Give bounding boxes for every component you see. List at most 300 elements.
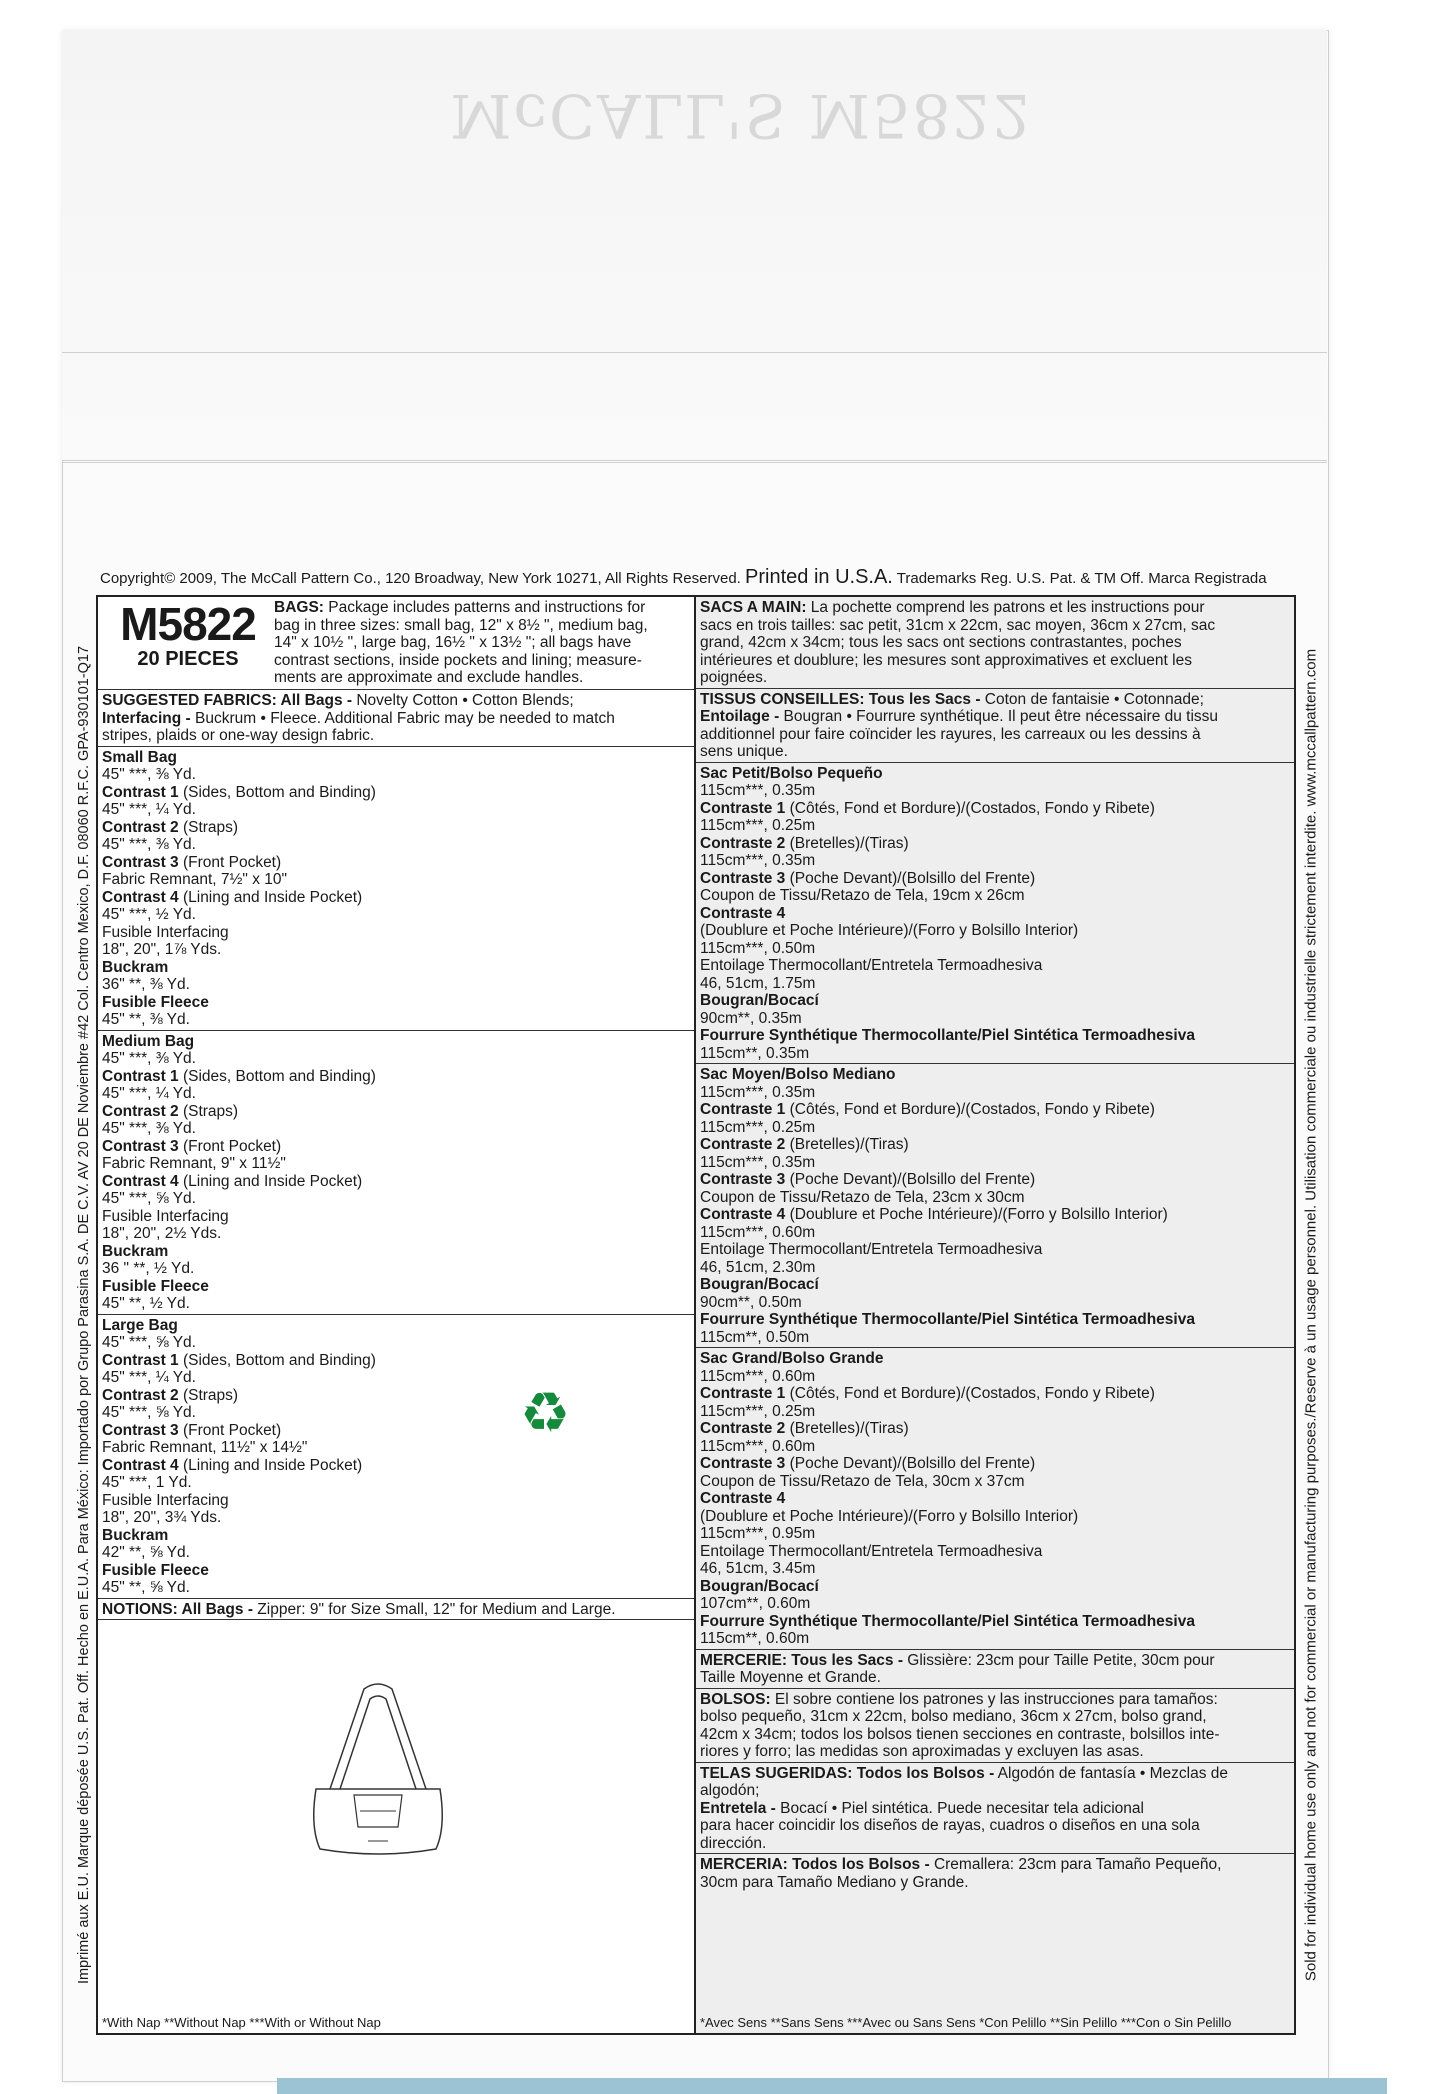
text-line — [700, 1856, 1290, 1874]
line-label: MERCERIE: Tous les Sacs - — [700, 1651, 903, 1669]
show-through-logo: McCALL'S M5822 — [450, 80, 1033, 150]
text-line — [700, 1241, 1290, 1259]
line-text: 45" ***, ⅜ Yd. — [102, 836, 196, 853]
piece-count: 20 PIECES — [137, 648, 239, 670]
line-text: bag in three sizes: small bag, 12" x 8½ ", medium bag, — [274, 616, 648, 634]
line-text: 45" **, ⅝ Yd. — [102, 1579, 190, 1596]
text-line — [700, 835, 1290, 853]
text-line — [700, 870, 1290, 888]
line-text: Coupon de Tissu/Retazo de Tela, 19cm x 26cm — [700, 887, 1025, 904]
line-text: Entoilage Thermocollant/Entretela Termoadhesiva — [700, 957, 1043, 974]
line-text: 45" ***, ⅝ Yd. — [102, 1404, 196, 1421]
line-text: (Poche Devant)/(Bolsillo del Frente) — [785, 1171, 1036, 1188]
line-label: Contrast 1 — [102, 1351, 179, 1369]
line-label: BAGS: — [274, 599, 324, 616]
text-line — [700, 1027, 1290, 1045]
text-line — [700, 1403, 1290, 1421]
text-line — [700, 1259, 1290, 1277]
text-line — [700, 1294, 1290, 1312]
line-text: 18", 20", 3¾ Yds. — [102, 1509, 222, 1526]
text-line — [102, 1085, 690, 1103]
line-label: Contraste 1 — [700, 1385, 786, 1402]
copyright-line — [100, 566, 1305, 589]
large-bag-yardage — [98, 1315, 694, 1599]
line-text: (Front Pocket) — [178, 1421, 282, 1439]
line-label: Sac Grand/Bolso Grande — [700, 1350, 884, 1367]
text-line — [700, 617, 1290, 635]
text-line — [700, 1525, 1290, 1543]
tissus-conseilles — [696, 689, 1294, 763]
text-line — [700, 1560, 1290, 1578]
line-label: Fourrure Synthétique Thermocollante/Piel Sintética Termoadhesiva — [700, 1612, 1195, 1630]
line-label: Contrast 2 — [102, 1102, 179, 1120]
line-text: 115cm***, 0.25m — [700, 1118, 816, 1136]
text-line — [102, 1103, 690, 1121]
sacs-description — [696, 597, 1294, 689]
line-label: Contrast 2 — [102, 818, 179, 836]
line-text: 14" x 10½ ", large bag, 16½ " x 13½ "; all bags have — [274, 634, 632, 651]
line-text: 45" ***, ⅜ Yd. — [102, 766, 196, 783]
line-text: Entoilage Thermocollant/Entretela Termoadhesiva — [700, 1542, 1043, 1560]
line-text: (Doublure et Poche Intérieure)/(Forro y Bolsillo Interior) — [700, 1507, 1079, 1525]
line-label: Sac Petit/Bolso Pequeño — [700, 764, 883, 782]
line-text: 18", 20", 2½ Yds. — [102, 1225, 222, 1242]
line-text: Fabric Remnant, 9" x 11½" — [102, 1155, 286, 1172]
text-line — [700, 1066, 1290, 1084]
text-line — [102, 1422, 690, 1440]
line-text: 42cm x 34cm; todos los bolsos tienen secciones en contraste, bolsillos inte- — [700, 1725, 1220, 1743]
text-line — [102, 1225, 690, 1243]
line-text: (Côtés, Fond et Bordure)/(Costados, Fondo y Ribete) — [785, 1385, 1155, 1402]
text-line — [102, 959, 690, 977]
text-line — [700, 1329, 1290, 1347]
text-line — [700, 1350, 1290, 1368]
line-label: Contraste 3 — [700, 1171, 786, 1188]
line-text: 46, 51cm, 2.30m — [700, 1258, 816, 1276]
text-line — [700, 922, 1290, 940]
text-line — [102, 1295, 690, 1313]
line-label: Contraste 1 — [700, 1101, 786, 1118]
line-label: Contraste 2 — [700, 834, 786, 852]
text-line — [274, 634, 690, 652]
line-text: 115cm**, 0.60m — [700, 1630, 810, 1647]
mercerie — [696, 1650, 1294, 1689]
right-edge-notice — [1297, 615, 1325, 2015]
text-line — [102, 1474, 690, 1492]
line-label: Contraste 4 — [700, 1490, 786, 1507]
line-text: (Bretelles)/(Tiras) — [785, 1136, 909, 1153]
line-text: La pochette comprend les patrons et les instructions pour — [806, 599, 1205, 616]
line-label: Contrast 3 — [102, 1421, 179, 1439]
line-text: 115cm**, 0.35m — [700, 1044, 810, 1062]
text-line — [102, 1439, 690, 1457]
fold-line — [62, 352, 1327, 353]
line-label: Contrast 3 — [102, 853, 179, 871]
line-label: Bougran/Bocací — [700, 992, 819, 1009]
line-label: Medium Bag — [102, 1032, 195, 1050]
text-line — [700, 782, 1290, 800]
text-line — [102, 1334, 690, 1352]
text-line — [102, 710, 690, 728]
text-line — [700, 800, 1290, 818]
line-text: Fusible Interfacing — [102, 923, 229, 941]
left-edge-notice — [70, 615, 98, 2015]
line-label: Contraste 3 — [700, 1455, 786, 1472]
line-text: (Doublure et Poche Intérieure)/(Forro y Bolsillo Interior) — [785, 1206, 1168, 1223]
line-text: 46, 51cm, 1.75m — [700, 974, 816, 992]
line-label: Contrast 1 — [102, 1067, 179, 1085]
text-line — [700, 1206, 1290, 1224]
line-label: SACS A MAIN: — [700, 599, 807, 616]
line-text: (Front Pocket) — [178, 1137, 282, 1155]
notions-text: Zipper: 9" for Size Small, 12" for Medium and Large. — [253, 1600, 616, 1618]
line-label: Contraste 2 — [700, 1420, 786, 1437]
line-text: Bocací • Piel sintética. Puede necesitar tela adicional — [775, 1799, 1144, 1817]
line-text: (Sides, Bottom and Binding) — [178, 1067, 376, 1085]
line-text: 115cm***, 0.35m — [700, 1083, 816, 1101]
text-line — [102, 1317, 690, 1335]
line-text: para hacer coincidir los diseños de rayas, cuadros o diseños en una sola — [700, 1817, 1200, 1834]
text-line — [700, 634, 1290, 652]
line-text: Cremallera: 23cm para Tamaño Pequeño, — [929, 1856, 1222, 1873]
text-line — [700, 652, 1290, 670]
line-label: TELAS SUGERIDAS: Todos los Bolsos - — [700, 1764, 995, 1782]
text-line — [700, 691, 1290, 709]
text-line — [102, 906, 690, 924]
sac-grand-yardage — [696, 1348, 1294, 1650]
text-line — [700, 1385, 1290, 1403]
line-text: 90cm**, 0.50m — [700, 1293, 802, 1311]
text-line — [102, 871, 690, 889]
text-line — [700, 1045, 1290, 1063]
text-line — [274, 617, 690, 635]
text-line — [102, 836, 690, 854]
text-line — [700, 1508, 1290, 1526]
text-line — [274, 652, 690, 670]
text-line — [102, 1369, 690, 1387]
line-text: (Poche Devant)/(Bolsillo del Frente) — [785, 869, 1036, 887]
text-line — [102, 1173, 690, 1191]
text-line — [102, 1509, 690, 1527]
line-text: Fabric Remnant, 7½" x 10" — [102, 871, 288, 888]
text-line — [102, 727, 690, 745]
line-label: Contrast 3 — [102, 1137, 179, 1155]
sac-moyen-yardage — [696, 1064, 1294, 1348]
english-footnote: *With Nap **Without Nap ***With or Without Nap — [102, 2015, 381, 2030]
line-label: Contraste 1 — [700, 799, 786, 817]
text-line — [700, 1311, 1290, 1329]
line-text: 36" **, ⅜ Yd. — [102, 976, 190, 993]
text-line — [102, 692, 690, 710]
printed-in: Printed in U.S.A. — [745, 566, 893, 588]
text-line — [700, 887, 1290, 905]
line-text: 45" ***, 1 Yd. — [102, 1474, 192, 1491]
text-line — [700, 1669, 1290, 1687]
line-text: (Straps) — [178, 1386, 239, 1404]
text-line — [700, 1782, 1290, 1800]
line-label: Buckram — [102, 958, 169, 976]
line-label: Contrast 4 — [102, 1172, 179, 1190]
text-line — [700, 1101, 1290, 1119]
text-line — [102, 1544, 690, 1562]
text-line — [700, 1652, 1290, 1670]
text-line — [102, 1243, 690, 1261]
french-spanish-footnote: *Avec Sens **Sans Sens ***Avec ou Sans Sens *Con Pelillo **Sin Pelillo ***Con o Sin Pelillo — [700, 2015, 1232, 2030]
text-line — [700, 708, 1290, 726]
text-line — [700, 1613, 1290, 1631]
line-text: 45" ***, ¼ Yd. — [102, 1369, 196, 1386]
line-label: Fusible Fleece — [102, 1277, 209, 1295]
line-text: 115cm**, 0.50m — [700, 1328, 810, 1346]
text-line — [102, 819, 690, 837]
line-text: Bougran • Fourrure synthétique. Il peut être nécessaire du tissu — [779, 708, 1219, 725]
text-line — [700, 1438, 1290, 1456]
text-line — [700, 1276, 1290, 1294]
line-text: 115cm***, 0.60m — [700, 1437, 816, 1455]
text-line — [102, 994, 690, 1012]
line-text: 45" ***, ⅝ Yd. — [102, 1334, 196, 1351]
line-label: Buckram — [102, 1526, 169, 1544]
text-line — [700, 1726, 1290, 1744]
text-line — [102, 1387, 690, 1405]
line-text: 115cm***, 0.60m — [700, 1367, 816, 1385]
suggested-fabrics — [98, 690, 694, 747]
line-text: stripes, plaids or one-way design fabric. — [102, 727, 375, 744]
text-line — [700, 765, 1290, 783]
line-label: Sac Moyen/Bolso Mediano — [700, 1066, 896, 1083]
sac-petit-yardage — [696, 763, 1294, 1065]
medium-bag-yardage — [98, 1031, 694, 1315]
text-line — [102, 784, 690, 802]
line-text: algodón; — [700, 1782, 760, 1799]
text-line — [700, 1490, 1290, 1508]
line-text: (Sides, Bottom and Binding) — [178, 783, 376, 801]
text-line — [700, 1578, 1290, 1596]
text-line — [102, 1155, 690, 1173]
text-line — [102, 1011, 690, 1029]
line-label: Fourrure Synthétique Thermocollante/Piel Sintética Termoadhesiva — [700, 1311, 1195, 1328]
line-label: Entretela - — [700, 1799, 776, 1817]
text-line — [102, 1457, 690, 1475]
line-text: 45" ***, ¼ Yd. — [102, 801, 196, 818]
line-label: Fusible Fleece — [102, 1561, 209, 1579]
text-line — [700, 1154, 1290, 1172]
line-text: 46, 51cm, 3.45m — [700, 1560, 816, 1577]
line-label: Interfacing - — [102, 709, 191, 727]
line-text: (Poche Devant)/(Bolsillo del Frente) — [785, 1455, 1036, 1472]
line-text: (Bretelles)/(Tiras) — [785, 1420, 909, 1437]
line-text: sacs en trois tailles: sac petit, 31cm x 22cm, sac moyen, 36cm x 27cm, sac — [700, 616, 1216, 634]
text-line — [700, 1765, 1290, 1783]
line-text: (Bretelles)/(Tiras) — [785, 834, 909, 852]
line-text: 115cm***, 0.25m — [700, 817, 816, 834]
line-text: 45" ***, ⅝ Yd. — [102, 1190, 196, 1207]
line-label: Contraste 2 — [700, 1136, 786, 1153]
text-line — [102, 1190, 690, 1208]
line-text: bolso pequeño, 31cm x 22cm, bolso mediano, 36cm x 27cm, bolso grand, — [700, 1708, 1207, 1725]
line-text: Algodón de fantasía • Mezclas de — [994, 1764, 1229, 1782]
line-label: BOLSOS: — [700, 1690, 771, 1708]
bags-description — [274, 599, 690, 688]
text-line — [102, 1579, 690, 1597]
text-line — [700, 1800, 1290, 1818]
line-label: Contrast 1 — [102, 783, 179, 801]
text-line — [700, 1874, 1290, 1892]
line-text: 45" ***, ¼ Yd. — [102, 1085, 196, 1102]
english-column — [98, 597, 696, 2033]
text-line — [102, 1260, 690, 1278]
line-text: Buckrum • Fleece. Additional Fabric may be needed to match — [190, 709, 615, 727]
text-line — [700, 1189, 1290, 1207]
text-line — [700, 957, 1290, 975]
text-line — [700, 1595, 1290, 1613]
line-label: Large Bag — [102, 1316, 178, 1334]
line-text: 115cm***, 0.35m — [700, 852, 816, 869]
tote-bag-illustration — [298, 1677, 458, 1877]
text-line — [700, 1835, 1290, 1853]
text-line — [700, 743, 1290, 761]
text-line — [274, 669, 690, 687]
text-line — [102, 1068, 690, 1086]
line-text: (Doublure et Poche Intérieure)/(Forro y Bolsillo Interior) — [700, 922, 1079, 939]
line-text: El sobre contiene los patrones y las instrucciones para tamaños: — [770, 1690, 1218, 1708]
text-line — [102, 889, 690, 907]
usage-notice: Sold for individual home use only and not for commercial or manufacturing purposes./Reserve à un usage personnel. Utilisation commerciale ou industrielle strictement interdite. www.mccallpattern.com — [1302, 648, 1320, 1982]
line-text: (Côtés, Fond et Bordure)/(Costados, Fondo y Ribete) — [785, 799, 1155, 817]
line-label: Contraste 4 — [700, 904, 786, 922]
line-label: Contraste 4 — [700, 1206, 786, 1223]
text-line — [700, 1817, 1290, 1835]
line-label: SUGGESTED FABRICS: All Bags - — [102, 692, 353, 709]
text-line — [102, 766, 690, 784]
line-text: Fusible Interfacing — [102, 1207, 229, 1225]
copyright-text: Copyright© 2009, The McCall Pattern Co., 120 Broadway, New York 10271, All Rights Reserved. — [100, 570, 741, 587]
notions-label: NOTIONS: All Bags - — [102, 1600, 253, 1618]
line-text: (Lining and Inside Pocket) — [178, 888, 363, 906]
text-line — [102, 924, 690, 942]
text-line — [700, 852, 1290, 870]
telas-sugeridas — [696, 1763, 1294, 1855]
line-text: intérieures et doublure; les mesures sont approximatives et excluent les — [700, 651, 1192, 669]
text-line — [102, 1492, 690, 1510]
line-text: 45" ***, ⅜ Yd. — [102, 1120, 196, 1137]
text-line — [700, 1630, 1290, 1648]
text-line — [102, 1278, 690, 1296]
text-line — [102, 1138, 690, 1156]
import-notice: Imprimé aux E.U. Marque déposée U.S. Pat. Off. Hecho en E.U.A. Para México: Importado por Grupo Parasina S.A. DE C.V. AV 20 DE Noviembre #42 Col. Centro Mexico, D.F. 08060 R.F.C. GPA-930101-Q17 — [76, 645, 92, 1985]
text-line — [102, 1527, 690, 1545]
line-text: 45" ***, ½ Yd. — [102, 906, 196, 923]
line-text: 115cm***, 0.95m — [700, 1525, 816, 1542]
line-text: (Lining and Inside Pocket) — [178, 1172, 363, 1190]
text-line — [102, 1352, 690, 1370]
text-line — [700, 1420, 1290, 1438]
text-line — [700, 1473, 1290, 1491]
line-label: Contrast 2 — [102, 1386, 179, 1404]
line-text: 45" **, ⅜ Yd. — [102, 1011, 190, 1028]
line-label: Contraste 3 — [700, 869, 786, 887]
text-line — [700, 1010, 1290, 1028]
bolsos-description — [696, 1689, 1294, 1763]
text-line — [700, 1455, 1290, 1473]
line-text: Entoilage Thermocollant/Entretela Termoadhesiva — [700, 1241, 1043, 1258]
line-text: 115cm***, 0.25m — [700, 1402, 816, 1420]
line-text: 45" ***, ⅜ Yd. — [102, 1050, 196, 1067]
header-section — [98, 597, 694, 690]
line-text: Coupon de Tissu/Retazo de Tela, 30cm x 37cm — [700, 1472, 1025, 1490]
line-text: 115cm***, 0.50m — [700, 939, 816, 957]
text-line — [700, 1691, 1290, 1709]
text-line — [700, 1368, 1290, 1386]
text-line — [102, 801, 690, 819]
pattern-info-table — [96, 595, 1296, 2035]
text-line — [700, 940, 1290, 958]
text-line — [700, 992, 1290, 1010]
line-text: Glissière: 23cm pour Taille Petite, 30cm pour — [902, 1651, 1215, 1669]
line-text: 45" **, ½ Yd. — [102, 1295, 190, 1312]
text-line — [700, 817, 1290, 835]
line-label: Contrast 4 — [102, 888, 179, 906]
line-text: grand, 42cm x 34cm; tous les sacs ont sections contrastantes, poches — [700, 634, 1182, 651]
text-line — [700, 1136, 1290, 1154]
line-label: Small Bag — [102, 748, 177, 766]
line-text: (Straps) — [178, 818, 239, 836]
line-text: 107cm**, 0.60m — [700, 1595, 811, 1612]
line-text: 115cm***, 0.35m — [700, 782, 816, 799]
line-label: Fusible Fleece — [102, 993, 209, 1011]
text-line — [102, 1050, 690, 1068]
line-label: Contrast 4 — [102, 1456, 179, 1474]
notions — [98, 1599, 694, 1621]
bottom-color-strip — [277, 2078, 1387, 2094]
text-line — [700, 1543, 1290, 1561]
text-line — [102, 941, 690, 959]
text-line — [700, 1171, 1290, 1189]
text-line — [102, 749, 690, 767]
fold-line — [62, 462, 1327, 463]
line-text: 115cm***, 0.60m — [700, 1223, 816, 1241]
text-line — [274, 599, 690, 617]
line-text: (Straps) — [178, 1102, 239, 1120]
line-label: Bougran/Bocací — [700, 1276, 819, 1293]
pattern-number: M5822 — [120, 598, 256, 650]
text-line — [102, 1562, 690, 1580]
text-line — [700, 1084, 1290, 1102]
line-text: (Sides, Bottom and Binding) — [178, 1351, 376, 1369]
text-line — [102, 976, 690, 994]
line-text: 115cm***, 0.35m — [700, 1153, 816, 1171]
line-text: (Front Pocket) — [178, 853, 282, 871]
merceria — [696, 1854, 1294, 1892]
line-text: Fusible Interfacing — [102, 1491, 229, 1509]
text-line — [102, 1208, 690, 1226]
line-text: Novelty Cotton • Cotton Blends; — [352, 692, 574, 709]
line-label: Entoilage - — [700, 708, 780, 725]
text-line — [102, 1033, 690, 1051]
line-text: 30cm para Tamaño Mediano y Grande. — [700, 1873, 969, 1891]
line-text: 36 " **, ½ Yd. — [102, 1260, 195, 1277]
trademark-text: Trademarks Reg. U.S. Pat. & TM Off. Marca Registrada — [896, 570, 1267, 587]
line-text: Coton de fantaisie • Cotonnade; — [980, 690, 1204, 708]
line-text: contrast sections, inside pockets and lining; measure- — [274, 651, 642, 669]
line-text: 18", 20", 1⅞ Yds. — [102, 941, 222, 958]
pattern-id — [102, 599, 274, 688]
line-text: Coupon de Tissu/Retazo de Tela, 23cm x 30cm — [700, 1188, 1025, 1206]
line-label: TISSUS CONSEILLES: Tous les Sacs - — [700, 690, 981, 708]
line-text: Package includes patterns and instructions for — [323, 599, 646, 616]
line-text: Fabric Remnant, 11½" x 14½" — [102, 1439, 308, 1456]
text-line — [700, 599, 1290, 617]
